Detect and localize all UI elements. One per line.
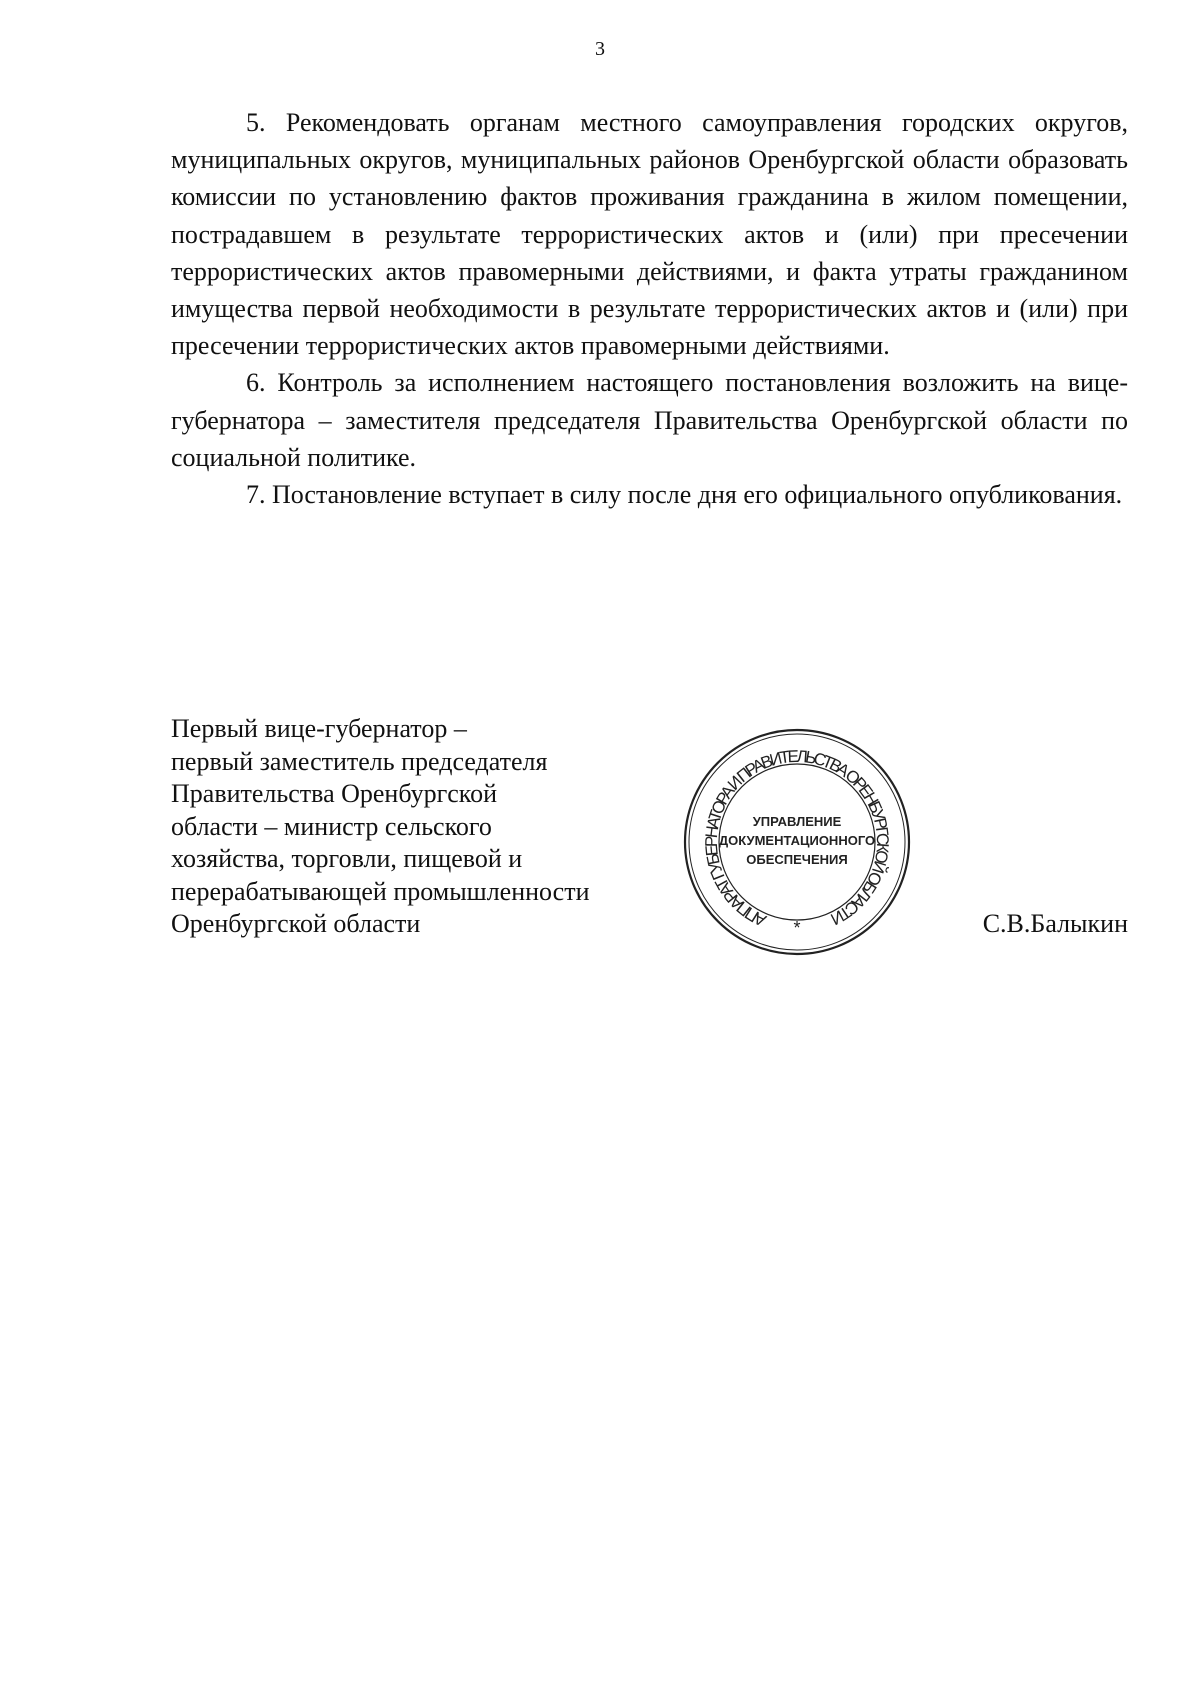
clause-6: 6. Контроль за исполнением настоящего постановления возложить на вице-губернатора – заместителя председателя Правительства Оренбургской области по социальной политике. [171, 368, 1128, 472]
official-stamp [677, 722, 917, 962]
page-number: 3 [595, 38, 605, 60]
stamp-star: * [793, 918, 801, 938]
position-line: первый заместитель председателя [171, 746, 548, 776]
signatory-position [171, 713, 691, 941]
clause-7: 7. Постановление вступает в силу после дня его официального опубликования. [246, 480, 1123, 510]
document-body [171, 104, 1128, 513]
stamp-center-line: ОБЕСПЕЧЕНИЯ [746, 852, 848, 867]
position-line: перерабатывающей промышленности [171, 876, 590, 906]
clause-5: 5. Рекомендовать органам местного самоуправления городских округов, муниципальных округов, муниципальных районов Оренбургской области образовать комиссии по установлению фактов проживания гражданина в жилом помещении, пострадавшем в результате террористических актов и (или) при пресечении террористических актов правомерными действиями, и факта утраты гражданином имущества первой необходимости в результате террористических актов и (или) при пресечении террористических актов правомерными действиями. [171, 108, 1128, 361]
position-line: Правительства Оренбургской [171, 779, 498, 808]
stamp-seal-icon [677, 722, 917, 962]
position-line: Оренбургской области [171, 909, 421, 938]
signer-name: С.В.Балыкин [982, 909, 1128, 938]
stamp-center-line: УПРАВЛЕНИЕ [752, 814, 842, 829]
position-line: Первый вице-губернатор – [171, 714, 467, 743]
stamp-ring-text: АППАРАТ ГУБЕРНАТОРА И ПРАВИТЕЛЬСТВА ОРЕНБУРГСКОЙ ОБЛАСТИ [701, 746, 893, 931]
position-line: области – министр сельского [171, 811, 492, 841]
position-line: хозяйства, торговли, пищевой и [171, 844, 523, 873]
stamp-center-line: ДОКУМЕНТАЦИОННОГО [718, 833, 876, 848]
